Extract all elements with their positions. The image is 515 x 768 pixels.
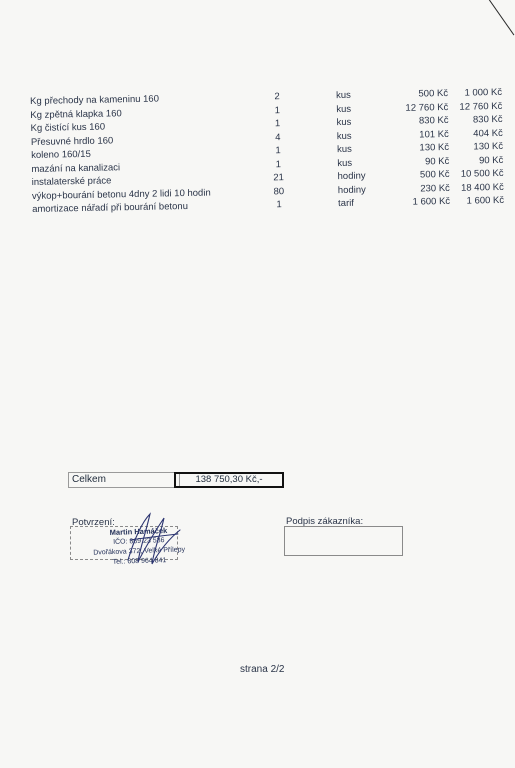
stamp-address: Dvořákova 372, Velké Přílepy — [93, 546, 186, 557]
item-quantity: 1 — [274, 118, 281, 130]
item-unit-price: 12 760 Kč — [405, 101, 449, 114]
item-unit-price: 500 Kč — [419, 168, 450, 181]
item-total: 18 400 Kč — [460, 181, 504, 194]
item-quantity: 80 — [273, 185, 285, 197]
stamp-ico: IČO: 869 23 586 — [113, 537, 165, 546]
item-unit-price: 500 Kč — [418, 87, 449, 100]
item-unit-price: 130 Kč — [419, 141, 450, 154]
item-name: Přesuvné hrdlo 160 — [30, 134, 114, 148]
item-quantity: 1 — [274, 104, 281, 116]
item-unit-price: 830 Kč — [418, 114, 449, 127]
item-total: 830 Kč — [472, 113, 503, 126]
item-unit: kus — [335, 89, 351, 102]
item-total: 1 600 Kč — [466, 194, 505, 207]
item-quantity: 1 — [276, 199, 282, 211]
item-name: výkop+bourání betonu 4dny 2 lidi 10 hodin — [31, 187, 211, 202]
item-name: Kg zpětná klapka 160 — [30, 107, 122, 121]
item-total: 12 760 Kč — [459, 100, 503, 113]
item-unit: kus — [336, 103, 352, 115]
item-total: 1 000 Kč — [464, 86, 503, 99]
confirmation-label: Potvrzení: — [72, 517, 115, 528]
customer-signature-box — [284, 526, 403, 556]
item-quantity: 1 — [275, 145, 281, 157]
total-label: Celkem — [68, 472, 180, 488]
item-quantity: 2 — [274, 91, 280, 103]
item-name: amortizace nářadí při bourání betonu — [32, 200, 189, 215]
item-unit: kus — [337, 157, 353, 169]
item-quantity: 4 — [275, 131, 281, 143]
page-number: strana 2/2 — [240, 664, 285, 675]
grand-total — [68, 472, 284, 488]
item-name: instalaterské práce — [31, 175, 112, 188]
item-total: 90 Kč — [478, 154, 504, 166]
item-unit: kus — [336, 130, 352, 142]
stamp-phone: Tel.: 608 964 841 — [112, 557, 167, 566]
item-unit: hodiny — [337, 184, 366, 196]
item-quantity: 21 — [273, 172, 285, 184]
customer-signature-label: Podpis zákazníka: — [286, 516, 364, 527]
item-unit-price: 101 Kč — [419, 128, 449, 141]
item-unit: kus — [336, 116, 352, 129]
item-unit: tarif — [338, 197, 355, 210]
item-name: Kg čistící kus 160 — [30, 121, 106, 134]
item-total: 404 Kč — [473, 127, 503, 139]
item-unit-price: 90 Kč — [424, 155, 450, 167]
item-unit-price: 230 Kč — [420, 182, 450, 195]
item-name: koleno 160/15 — [31, 148, 91, 161]
paper-corner-fold — [486, 0, 515, 35]
item-total: 10 500 Kč — [460, 167, 504, 180]
item-name: mazání na kanalizaci — [31, 161, 121, 175]
line-items-table — [0, 87, 515, 218]
total-value: 138 750,30 Kč,- — [174, 472, 284, 488]
item-name: Kg přechody na kameninu 160 — [30, 93, 160, 107]
item-total: 130 Kč — [473, 140, 504, 153]
stamp-name: Martin Hamáček — [109, 526, 168, 538]
item-unit: kus — [336, 143, 352, 156]
handwritten-signature — [120, 510, 190, 568]
item-unit: hodiny — [337, 170, 366, 183]
item-unit-price: 1 600 Kč — [412, 195, 451, 208]
item-quantity: 1 — [275, 158, 282, 170]
